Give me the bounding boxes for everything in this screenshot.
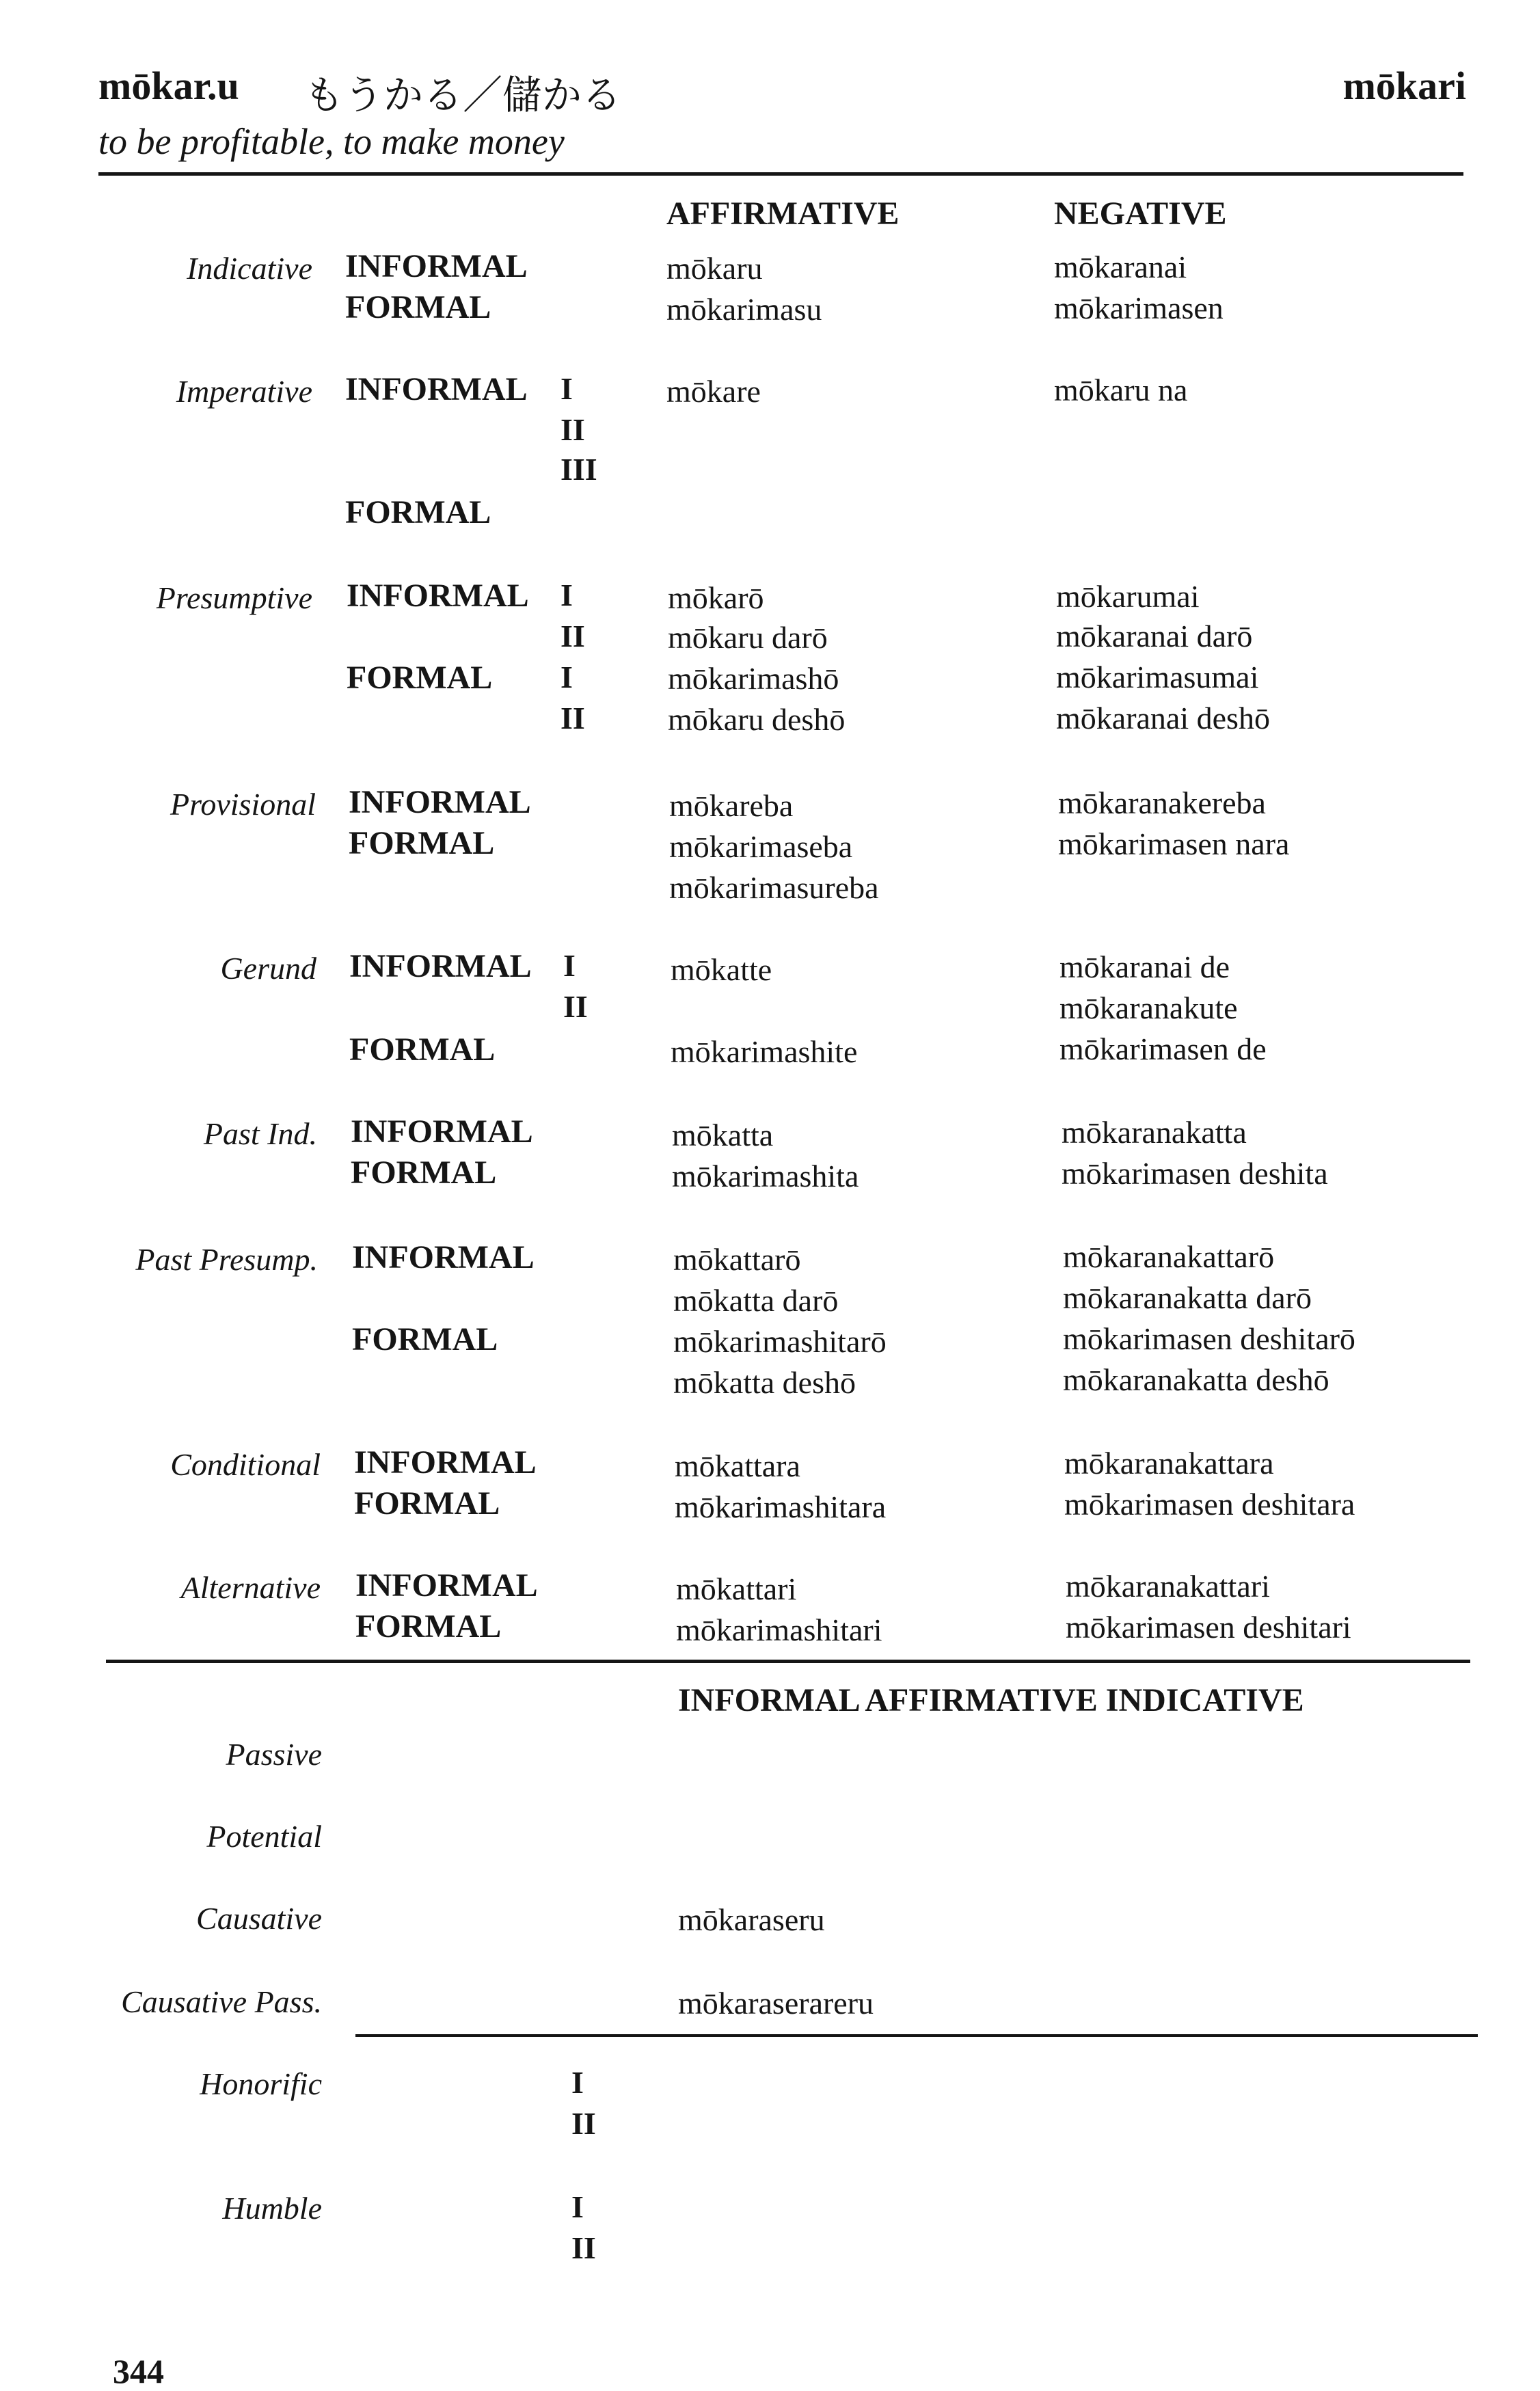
form-affirmative: mōkarimaseba (669, 829, 853, 864)
register-label: FORMAL (354, 1485, 500, 1522)
form-affirmative: mōkaru darō (668, 620, 828, 655)
form-affirmative: mōkattari (676, 1571, 797, 1606)
form-affirmative: mōkatte (671, 952, 772, 987)
form-affirmative: mōkaru deshō (668, 702, 846, 737)
register-label: INFORMAL (354, 1444, 537, 1481)
register-label: FORMAL (349, 1031, 496, 1068)
form-affirmative: mōkaru (666, 251, 763, 286)
form-negative: mōkarimasen deshita (1062, 1156, 1328, 1191)
register-label: INFORMAL (349, 784, 531, 820)
form-negative: mōkaru na (1054, 373, 1188, 407)
mood-label: Past Presump. (135, 1242, 318, 1277)
derived-label-honorific: Honorific (200, 2066, 322, 2101)
form-negative: mōkarimasumai (1056, 660, 1259, 694)
register-label: INFORMAL (347, 578, 529, 614)
form-negative: mōkaranai (1054, 249, 1187, 284)
form-affirmative: mōkarō (668, 580, 764, 615)
form-affirmative: mōkarimasureba (669, 870, 879, 905)
form-affirmative: mōkatta (672, 1118, 774, 1152)
form-affirmative: mōkarimasu (666, 292, 822, 327)
form-affirmative: mōkarimashō (668, 661, 839, 696)
derived-label-passive: Passive (226, 1737, 322, 1772)
form-affirmative: mōkarimashitari (676, 1612, 882, 1647)
form-negative: mōkaranai deshō (1056, 701, 1270, 735)
form-negative: mōkaranakattari (1066, 1569, 1270, 1604)
register-label: INFORMAL (345, 371, 528, 407)
form-negative: mōkarumai (1056, 579, 1200, 614)
form-negative: mōkaranakattara (1064, 1446, 1274, 1481)
form-negative: mōkaranai de (1059, 949, 1230, 984)
mood-label: Conditional (170, 1447, 321, 1482)
derived-form-causative: mōkaraseru (678, 1902, 825, 1937)
form-negative: mōkaranakereba (1058, 785, 1266, 820)
column-header-affirmative: AFFIRMATIVE (666, 195, 900, 232)
form-negative: mōkaranakatta darō (1063, 1280, 1312, 1315)
section-rule (355, 2034, 1478, 2037)
derived-label-humble: Humble (222, 2191, 322, 2226)
subform-numeral: I (571, 2189, 584, 2224)
register-label: FORMAL (349, 825, 495, 861)
column-header-negative: NEGATIVE (1054, 195, 1227, 232)
subform-numeral: II (560, 412, 585, 447)
header-rule (98, 172, 1463, 176)
form-affirmative: mōkarimashitara (675, 1489, 887, 1524)
form-negative: mōkaranakatta (1062, 1115, 1247, 1150)
form-negative: mōkaranai darō (1056, 619, 1253, 653)
form-affirmative: mōkattarō (673, 1242, 801, 1277)
form-negative: mōkarimasen deshitara (1064, 1487, 1355, 1522)
verb-kana: もうかる／儲かる (304, 72, 622, 118)
form-affirmative: mōkarimashitarō (673, 1324, 887, 1359)
form-negative: mōkaranakute (1059, 990, 1238, 1025)
mood-label: Presumptive (156, 580, 312, 615)
subform-numeral: III (560, 452, 597, 487)
subform-numeral: II (563, 989, 588, 1024)
subform-numeral: II (560, 701, 585, 735)
subform-numeral: II (571, 2230, 596, 2265)
derived-label-potential: Potential (206, 1819, 322, 1854)
register-label: INFORMAL (349, 948, 532, 984)
form-affirmative: mōkarimashita (672, 1159, 859, 1193)
mood-label: Past Ind. (203, 1116, 317, 1151)
register-label: INFORMAL (345, 248, 528, 284)
register-label: FORMAL (355, 1608, 502, 1645)
mood-label: Imperative (176, 374, 312, 409)
form-negative: mōkarimasen (1054, 291, 1224, 325)
register-label: FORMAL (345, 494, 491, 530)
form-negative: mōkaranakatta deshō (1063, 1362, 1329, 1397)
form-affirmative: mōkareba (669, 788, 794, 823)
form-negative: mōkarimasen deshitarō (1063, 1321, 1355, 1356)
form-negative: mōkarimasen deshitari (1066, 1610, 1351, 1645)
verb-entry: mōkar.u (98, 64, 239, 108)
section-rule (106, 1660, 1470, 1663)
subform-numeral: I (560, 371, 573, 406)
form-negative: mōkarimasen de (1059, 1031, 1267, 1066)
subform-numeral: I (563, 948, 576, 983)
register-label: FORMAL (352, 1321, 498, 1357)
form-affirmative: mōkattara (675, 1448, 800, 1483)
derived-heading: INFORMAL AFFIRMATIVE INDICATIVE (678, 1682, 1304, 1718)
subform-numeral: I (560, 578, 573, 612)
mood-label: Indicative (187, 251, 312, 286)
subform-numeral: I (560, 660, 573, 694)
form-affirmative: mōkatta deshō (673, 1365, 856, 1400)
subform-numeral: II (560, 619, 585, 653)
mood-label: Provisional (170, 787, 316, 822)
derived-label-causative-pass: Causative Pass. (121, 1984, 322, 2019)
register-label: INFORMAL (355, 1567, 538, 1604)
form-negative: mōkarimasen nara (1058, 826, 1290, 861)
subform-numeral: II (571, 2106, 596, 2141)
subform-numeral: I (571, 2065, 584, 2100)
verb-meaning: to be profitable, to make money (98, 121, 565, 162)
register-label: INFORMAL (352, 1239, 535, 1275)
derived-form-causative-pass: mōkaraserareru (678, 1986, 874, 2021)
register-label: INFORMAL (351, 1113, 533, 1150)
register-label: FORMAL (345, 289, 491, 325)
page-number: 344 (113, 2352, 164, 2390)
register-label: FORMAL (347, 660, 493, 696)
form-affirmative: mōkatta darō (673, 1283, 839, 1318)
form-affirmative: mōkarimashite (671, 1034, 858, 1069)
mood-label: Gerund (220, 951, 316, 986)
form-negative: mōkaranakattarō (1063, 1239, 1275, 1274)
mood-label: Alternative (180, 1570, 321, 1605)
derived-label-causative: Causative (196, 1901, 322, 1936)
verb-stem: mōkari (1342, 64, 1466, 108)
form-affirmative: mōkare (666, 374, 761, 409)
register-label: FORMAL (351, 1154, 497, 1191)
